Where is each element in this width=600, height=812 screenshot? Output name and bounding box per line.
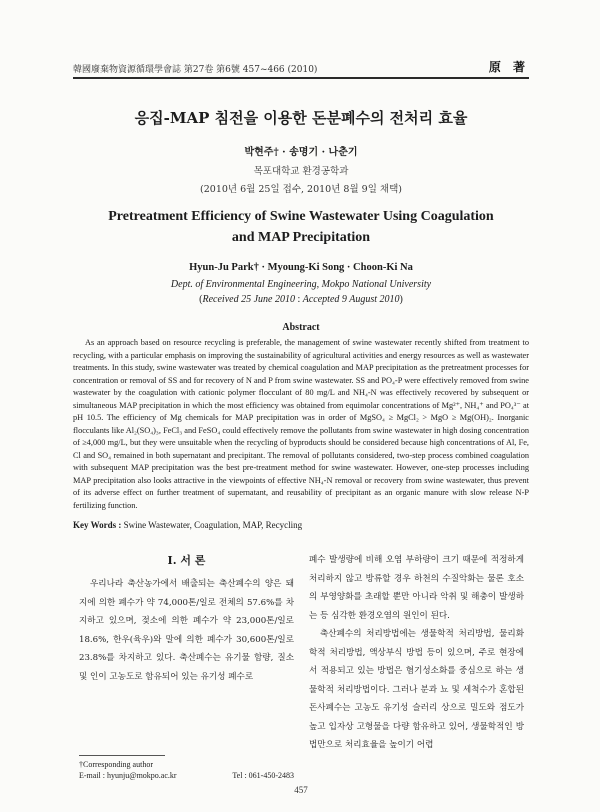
- korean-affiliation: 목포대학교 환경공학과: [253, 166, 349, 177]
- keywords-text: Swine Wastewater, Coagulation, MAP, Recycling: [123, 520, 303, 530]
- korean-dates: (2010년 6월 25일 접수, 2010년 8월 9일 채택): [200, 184, 402, 195]
- corresponding-author-footnote: [79, 759, 294, 781]
- english-title: [73, 206, 529, 248]
- article-type-label: 原 著: [488, 60, 529, 74]
- keywords-label: Key Words :: [73, 520, 122, 530]
- english-dates: (Received 25 June 2010 : Accepted 9 August 2010): [199, 294, 403, 305]
- intro-paragraph-right-2: 축산폐수의 처리방법에는 생물학적 처리방법, 물리화학적 처리방법, 액상부식 방법 등이 있으며, 주로 현장에서 적용되고 있는 방법은 혐기성소화를 중심으로 하는 생물학적 처리방법이다. 그러나 분과 뇨 및 세척수가 혼합된 돈사폐수는 고농도 유기성 슬러리 상으로 밀도와 점도가 높고 입자상 고형물을 다량 함유하고 있어, 생물학적인 방법만으로 처리효율을 높이기 어렵: [309, 629, 524, 750]
- header-rule: [73, 77, 529, 79]
- running-header: [73, 59, 529, 75]
- section-title-introduction: I. 서 론: [167, 554, 206, 567]
- intro-paragraph-left: 우리나라 축산농가에서 배출되는 축산폐수의 양은 돼지에 의한 폐수가 약 74,000톤/일로 전체의 57.6%를 차지하고 있으며, 젖소에 의한 폐수가 약 23,000톤/일로 18.6%, 한우(육우)와 말에 의한 폐수가 30,600톤/일로 23.8%를 차지하고 있다. 축산폐수는 유기물 함량, 질소 및 인이 고농도로 함유되어 있는 유기성 폐수로: [79, 579, 294, 682]
- english-authors: Hyun-Ju Park† · Myoung-Ki Song · Choon-Ki Na: [189, 262, 413, 273]
- footnote-rule: [79, 755, 165, 756]
- page-number: 457: [294, 785, 308, 795]
- english-title-line2: and MAP Precipitation: [231, 230, 371, 245]
- keywords: [73, 520, 529, 530]
- korean-title: 응집-MAP 침전을 이용한 돈분폐수의 전처리 효율: [134, 109, 468, 127]
- abstract-body: As an approach based on resource recycling is preferable, the management of swine wastewater recently shifted from treatment to recycling, with a particular emphasis on improving the sustainability of agricultural activities and energy resources as well as wastewater treatments. In this study, swine wastewater was treated by chemical coagulation and MAP precipitation as the pretreatment processes for concentration or removal of SS and for recovery of N and P from swine wastewater. SS and PO₄-P were effectively removed from swine wastewater by the coagulation with cationic polymer flocculant of 80 mg/L and NH₄-N was effectively recovered by subsequent or simultaneous MAP precipitation in which the most efficiency was obtained from equimolar concentrations of Mg²⁺, NH₄⁺ and PO₄³⁻ at pH 10.5. The efficiency of Mg chemicals for MAP precipitation was in order of MgSO₄ ≥ MgCl₂ > MgO ≥ Mg(OH)₂. Inorganic flocculants like Al₂(SO₄)₃, FeCl₃ and FeSO₄ could effectively remove the pollutants from swine wastewater in high dosing concentration of ≥4,000 mg/L, but they were unsuitable when the recycling of byproducts should be considered because high concentrations of Al, Fe, Cl and SO₄ remained in both supernatant and precipitant. The removal of pollutants considered, two-step process combined coagulation with subsequent MAP precipitation was the best pre-treatment method for swine wastewater. However, one-step processes including MAP precipitation also looks attractive in the viewpoints of effective NH₄-N removal or recovery from swine wastewater, thus prevent of its adverse effect on further treatment of supernatant, and reusability of precipitant as an organic manure with slow release N-P fertilizing function.: [73, 338, 529, 510]
- english-title-line1: Pretreatment Efficiency of Swine Wastewater Using Coagulation: [108, 209, 494, 224]
- footnote-title: †Corresponding author: [79, 760, 153, 769]
- journal-citation: 韓國廢棄物資源循環學會誌 第27卷 第6號 457~466 (2010): [73, 65, 318, 75]
- footnote-email: E-mail : hyunju@mokpo.ac.kr: [79, 771, 177, 780]
- accepted-date: Accepted 9 August 2010: [302, 294, 400, 305]
- english-affiliation: Dept. of Environmental Engineering, Mokpo National University: [170, 279, 432, 290]
- abstract-heading: Abstract: [282, 322, 320, 333]
- korean-authors: 박현주† · 송명기 · 나춘기: [244, 147, 358, 158]
- left-column: [79, 575, 294, 686]
- intro-paragraph-right-1: 폐수 발생량에 비해 오염 부하량이 크기 때문에 적정하게 처리하지 않고 방류할 경우 하천의 수질악화는 물론 호소의 부영양화를 초래할 뿐만 아니라 악취 및 해충이 발생하는 등 심각한 환경오염의 원인이 된다.: [309, 555, 524, 621]
- footnote-tel: Tel : 061-450-2483: [232, 771, 294, 780]
- received-date: Received 25 June 2010: [202, 294, 295, 305]
- right-column: [309, 551, 524, 755]
